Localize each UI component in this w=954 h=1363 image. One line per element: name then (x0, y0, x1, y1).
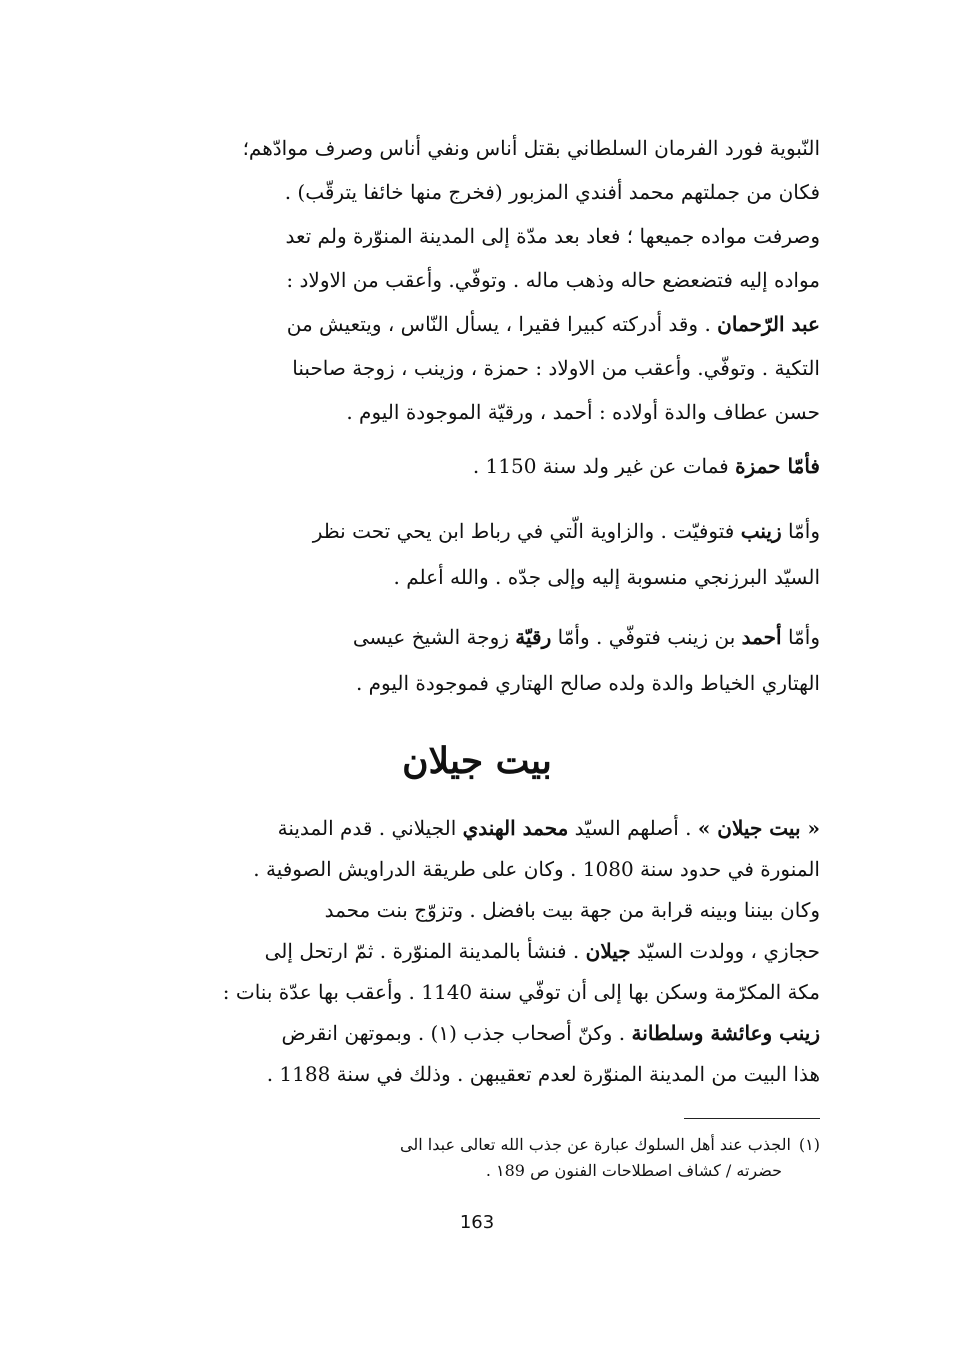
footnote-number: (١) (798, 1135, 820, 1154)
name-muhammad-alhindi: محمد الهندي (462, 816, 569, 840)
text-line: عبد الرّحمان . وقد أدركته كبيرا فقيرا ، يسأل النّاس ، ويتعيش من (286, 312, 820, 336)
text-line: هذا البيت من المدينة المنوّرة لعدم تعقيبهن . وذلك في سنة 1188 . (266, 1062, 820, 1086)
text-line: مواده إليه فتضعضع حاله وذهب ماله . وتوفّي. وأعقب من الاولاد : (286, 268, 820, 292)
text-line: النّبوية فورد الفرمان السلطاني بقتل أناس ونفي أناس وصرف موادّهم؛ (242, 136, 820, 160)
name-jilan: جيلان (585, 939, 631, 963)
paragraph-2 (148, 444, 820, 488)
text-line: السيّد البرزنجي منسوبة إليه وإلى جدّه . والله أعلم . (393, 565, 820, 589)
text-line: وصرفت مواده جميعها ؛ فعاد بعد مدّة إلى المدينة المنوّرة ولم تعد (285, 224, 820, 248)
daughters-names: زينب وعائشة وسلطانة (631, 1021, 820, 1045)
text-line: المنورة في حدود سنة 1080 . وكان على طريقة الدراويش الصوفية . (253, 857, 820, 881)
text-line: زينب وعائشة وسلطانة . وكنّ أصحاب جذب (١) . وبموتهن انقرض (281, 1021, 820, 1045)
footnote-line: حضرته / كشاف اصطلاحات الفنون ص ١89 . (485, 1161, 782, 1180)
paragraph-5 (148, 808, 820, 1095)
text-line: وكان بيننا وبينه قرابة من جهة بيت بافضل . وتزوّج بنت محمد (324, 898, 820, 922)
page-number: 163 (459, 1212, 495, 1233)
text-line: « بيت جيلان » . أصلهم السيّد محمد الهندي الجيلاني . قدم المدينة (277, 816, 820, 840)
paragraph-3 (148, 508, 820, 600)
text-line: حجازي ، وولدت السيّد جيلان . فنشأ بالمدينة المنوّرة . ثمّ ارتحل إلى (264, 939, 820, 963)
name-ahmad: أحمد (741, 625, 782, 649)
footnote-line: (١)الجذب عند أهل السلوك عبارة عن جذب الله تعالى عبدا الى (400, 1135, 820, 1154)
text-line: وأمّا أحمد بن زينب فتوفّي . وأمّا رقيّة زوجة الشيخ عيسى (352, 625, 820, 649)
section-heading: بيت جيلان (402, 740, 552, 782)
footnote-divider (684, 1118, 820, 1119)
text-line: مكة المكرّمة وسكن بها إلى أن توفّي سنة 1140 . وأعقب بها عدّة بنات : (222, 980, 820, 1004)
text-line: الهتاري الخياط والدة ولده صالح الهتاري فموجودة اليوم . (355, 671, 820, 695)
text-line: فأمّا حمزة فمات عن غير ولد سنة 1150 . (472, 454, 820, 478)
house-name: « بيت جيلان » (697, 816, 820, 840)
paragraph-1 (148, 126, 820, 434)
text-line: التكية . وتوفّي. وأعقب من الاولاد : حمزة ، وزينب ، زوجة صاحبنا (292, 356, 820, 380)
text-line: وأمّا زينب فتوفيّت . والزاوية الّتي في رباط ابن يحي تحت نظر (312, 519, 820, 543)
footnote (160, 1132, 820, 1184)
text-line: حسن عطاف والدة أولاده : أحمد ، ورقيّة الموجودة اليوم . (346, 400, 820, 424)
name-abd-alrahman: عبد الرّحمان (717, 312, 820, 336)
name-zaynab: زينب (740, 519, 782, 543)
text-line: فكان من جملتهم محمد أفندي المزبور (فخرج منها خائفا يترقّب) . (284, 180, 820, 204)
paragraph-4 (148, 614, 820, 706)
name-ruqayya: رقيّة (515, 625, 552, 649)
name-hamza: حمزة (735, 454, 781, 478)
